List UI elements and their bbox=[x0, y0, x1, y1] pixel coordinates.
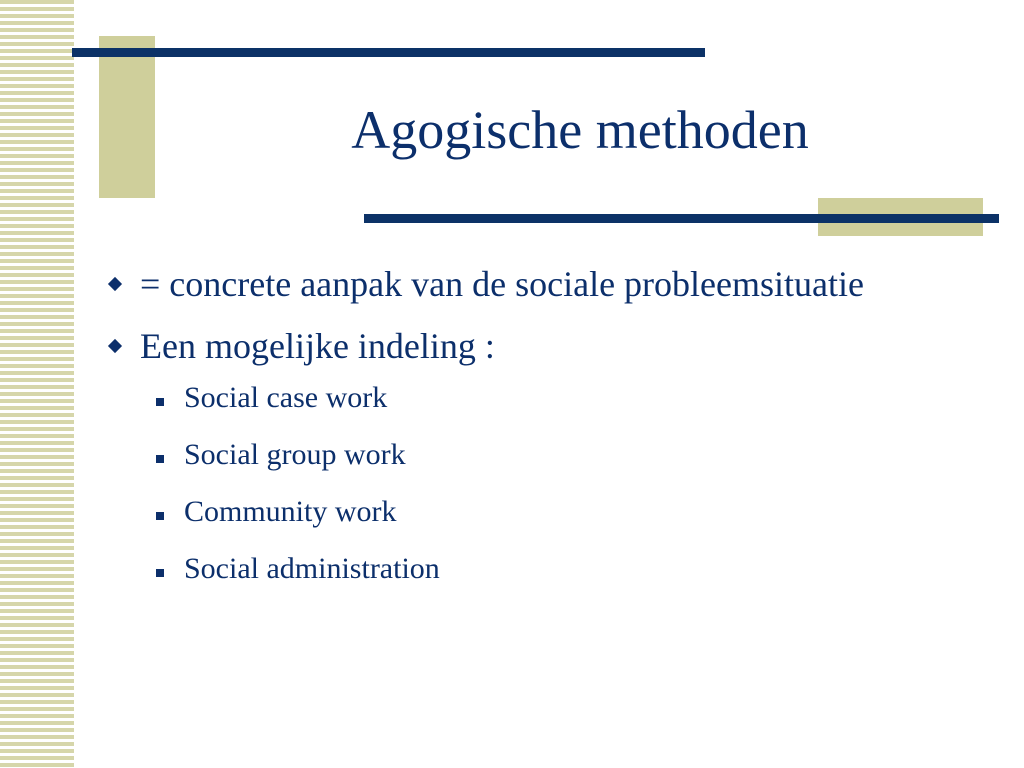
sub-bullet-item bbox=[104, 549, 984, 589]
sub-bullet-item bbox=[104, 492, 984, 532]
bullet-item bbox=[104, 262, 984, 306]
title-rule-top bbox=[72, 48, 705, 57]
sub-bullet-item bbox=[104, 378, 984, 418]
sub-bullet-text: Social administration bbox=[184, 552, 440, 585]
striped-margin-decoration bbox=[0, 0, 74, 768]
square-bullet-icon bbox=[156, 512, 164, 520]
sub-bullet-text: Social case work bbox=[184, 381, 388, 414]
diamond-bullet-icon bbox=[108, 277, 122, 291]
sub-bullet-list bbox=[104, 378, 984, 589]
bullet-text: Een mogelijke indeling : bbox=[140, 326, 495, 366]
title-rule-bottom bbox=[364, 214, 999, 223]
slide-title: Agogische methoden bbox=[351, 100, 809, 160]
diamond-bullet-icon bbox=[108, 339, 122, 353]
bullet-text: = concrete aanpak van de sociale probleemsituatie bbox=[140, 264, 864, 304]
square-bullet-icon bbox=[156, 398, 164, 406]
sub-bullet-item bbox=[104, 435, 984, 475]
square-bullet-icon bbox=[156, 455, 164, 463]
sub-bullet-text: Social group work bbox=[184, 438, 406, 471]
slide-body bbox=[104, 262, 984, 606]
sub-bullet-text: Community work bbox=[184, 495, 397, 528]
bullet-item bbox=[104, 324, 984, 368]
tan-accent-block-left bbox=[99, 36, 155, 198]
square-bullet-icon bbox=[156, 569, 164, 577]
